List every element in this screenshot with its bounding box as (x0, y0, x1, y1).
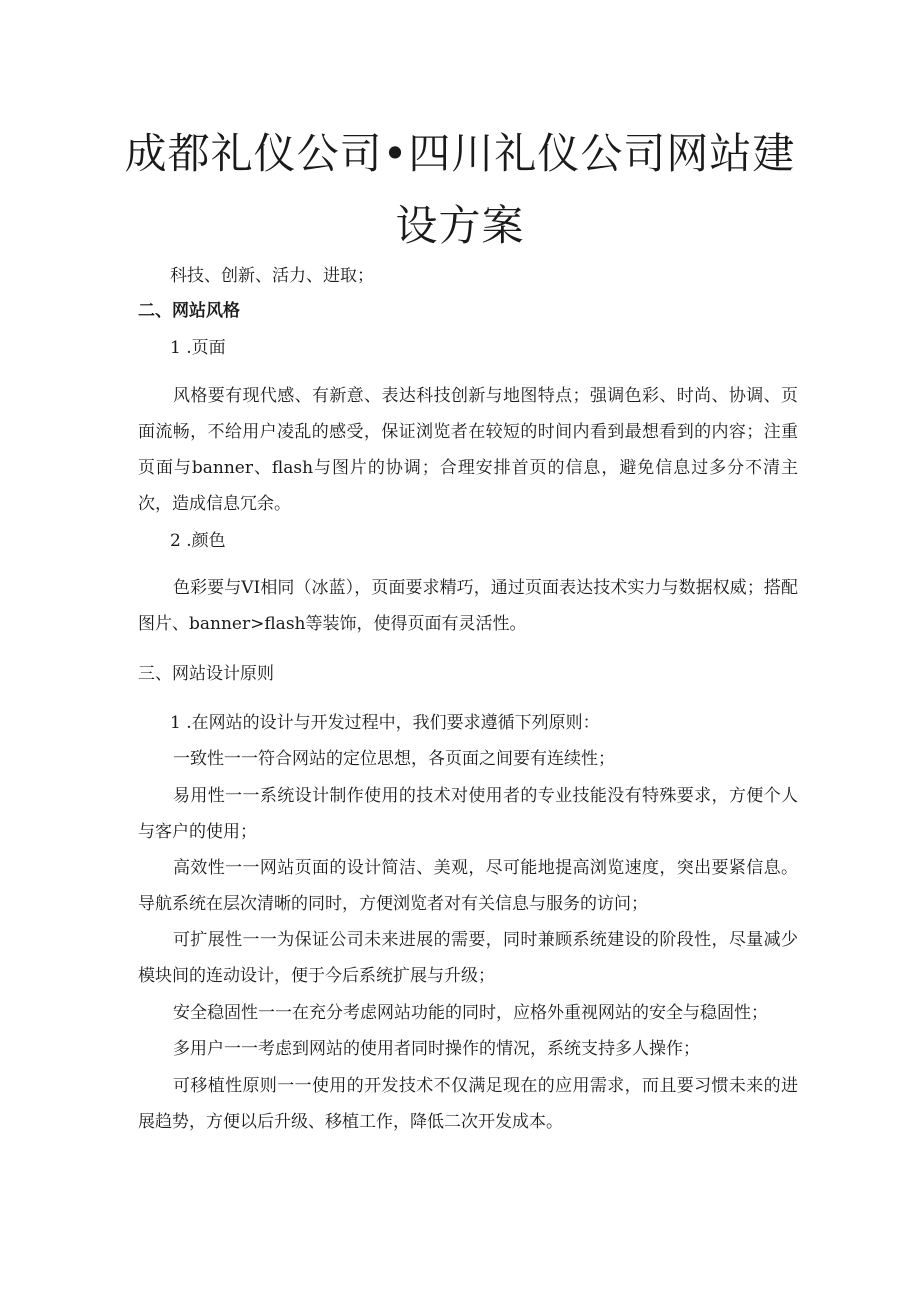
principle-extensibility: 可扩展性一一为保证公司未来进展的需要，同时兼顾系统建设的阶段性，尽量减少模块间的连动设计，便于今后系统扩展与升级； (138, 930, 798, 986)
section-2-sub-2-text: 色彩要与VI相同（冰蓝），页面要求精巧，通过页面表达技术实力与数据权威；搭配图片、banner>flash等装饰，使得页面有灵活性。 (138, 578, 798, 634)
principle-usability: 易用性一一系统设计制作使用的技术对使用者的专业技能没有特殊要求，方便个人与客户的使用； (138, 786, 798, 842)
section-2-sub-1-text: 风格要有现代感、有新意、表达科技创新与地图特点；强调色彩、时尚、协调、页面流畅，不给用户凌乱的感受，保证浏览者在较短的时间内看到最想看到的内容；注重页面与banner、flash与图片的协调；合理安排首页的信息，避免信息过多分不清主次，造成信息冗余。 (138, 386, 798, 514)
section-3-heading: 三、网站设计原则 (138, 664, 274, 684)
principle-efficiency: 高效性一一网站页面的设计简洁、美观，尽可能地提高浏览速度，突出要紧信息。导航系统在层次清晰的同时，方便浏览者对有关信息与服务的访问； (138, 858, 798, 914)
principle-consistency: 一致性一一符合网站的定位思想，各页面之间要有连续性； (173, 749, 615, 769)
document-title-line-1: 成都礼仪公司•四川礼仪公司网站建 (124, 129, 796, 178)
principle-portability: 可移植性原则一一使用的开发技术不仅满足现在的应用需求，而且要习惯未来的进展趋势，方便以后升级、移植工作，降低二次开发成本。 (138, 1076, 798, 1132)
section-2-heading: 二、网站风格 (138, 301, 240, 321)
principle-security: 安全稳固性一一在充分考虑网站功能的同时，应格外重视网站的安全与稳固性； (173, 1003, 768, 1023)
section-2-sub-2-label: 2 .颜色 (170, 531, 226, 551)
section-3-intro: 1 .在网站的设计与开发过程中，我们要求遵循下列原则： (170, 713, 600, 733)
intro-keywords: 科技、创新、活力、进取； (170, 266, 374, 286)
principle-multi-user: 多用户一一考虑到网站的使用者同时操作的情况，系统支持多人操作； (173, 1039, 700, 1059)
document-title-line-2: 设方案 (395, 201, 525, 250)
section-2-sub-1-label: 1 .页面 (170, 338, 226, 358)
